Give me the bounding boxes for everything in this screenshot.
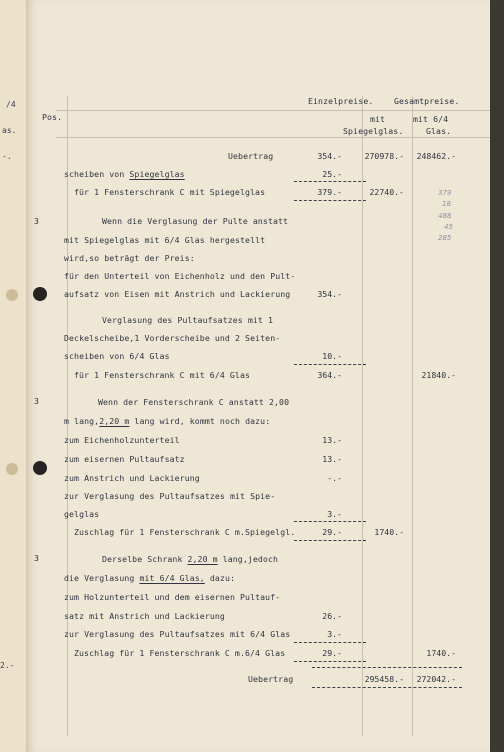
position-number: 3 <box>34 216 40 226</box>
sum-rule <box>312 667 462 668</box>
pencil-note: 45 <box>444 223 453 231</box>
paper-stain <box>6 289 18 301</box>
sum-rule <box>294 642 366 643</box>
desk-background <box>490 0 504 752</box>
header-rule-bottom <box>56 137 490 138</box>
uebertrag-glas: 248462.- <box>416 151 456 161</box>
item-label: zum Eichenholzunterteil <box>64 435 180 445</box>
sum-rule <box>312 687 462 688</box>
pencil-note: 18 <box>442 200 451 208</box>
subtotal-einzel: 379.- <box>317 187 342 197</box>
paper-stain <box>6 463 18 475</box>
sum-rule <box>294 364 366 365</box>
sum-rule <box>294 521 366 522</box>
pencil-note: 379 <box>438 189 452 197</box>
uebertrag-einzel: 354.- <box>317 151 342 161</box>
item-label: satz mit Anstrich und Lackierung <box>64 611 225 621</box>
position-number: 3 <box>34 553 40 563</box>
line-value: 354.- <box>317 289 342 299</box>
line-text: mit Spiegelglas mit 6/4 Glas hergestellt <box>64 235 266 245</box>
punch-hole <box>33 287 47 301</box>
subtotal-einzel: 29.- <box>322 648 342 658</box>
subtotal-label: Zuschlag für 1 Fensterschrank C m.Spiegelgl. <box>74 527 296 537</box>
item-value: 13.- <box>322 435 342 445</box>
margin-fragment: -. <box>2 152 12 161</box>
sum-rule <box>294 540 366 541</box>
sum-rule <box>294 661 366 662</box>
line-value: 25.- <box>322 169 342 179</box>
line-value: 10.- <box>322 351 342 361</box>
item-value: 3.- <box>327 629 342 639</box>
item-value: -.- <box>327 473 342 483</box>
uebertrag-spiegelglas: 270978.- <box>364 151 404 161</box>
line-text: aufsatz von Eisen mit Anstrich und Lackierung <box>64 289 291 299</box>
line-text: Deckelscheibe,1 Vorderscheibe und 2 Seiten- <box>64 333 281 343</box>
sum-rule <box>294 200 366 201</box>
subtotal-glas: 1740.- <box>426 648 456 658</box>
uebertrag-label: Uebertrag <box>228 151 274 161</box>
subtotal-glas: 21840.- <box>421 370 456 380</box>
line-text: Derselbe Schrank 2,20 m lang,jedoch <box>102 554 279 564</box>
line-text: m lang,2,20 m lang wird, kommt noch dazu: <box>64 416 271 426</box>
line-text: scheiben von 6/4 Glas <box>64 351 170 361</box>
item-label: zum Holzunterteil und dem eisernen Pultauf- <box>64 592 281 602</box>
sum-rule <box>294 181 366 182</box>
column-rule-glas <box>412 96 413 736</box>
uebertrag-spiegelglas: 295458.- <box>364 674 404 684</box>
header-gesamtpreise: Gesamtpreise. <box>394 96 460 106</box>
item-value: 26.- <box>322 611 342 621</box>
header-rule-top <box>56 110 490 111</box>
item-value: 3.- <box>327 509 342 519</box>
line-text: Wenn die Verglasung der Pulte anstatt <box>102 216 289 226</box>
margin-fragment: as. <box>2 126 17 135</box>
item-label: zum Anstrich und Lackierung <box>64 473 200 483</box>
item-label: zur Verglasung des Pultaufsatzes mit 6/4 Glas <box>64 629 291 639</box>
item-label: gelglas <box>64 509 100 519</box>
item-label: zum eisernen Pultaufsatz <box>64 454 185 464</box>
subtotal-einzel: 364.- <box>317 370 342 380</box>
pencil-note: 285 <box>438 234 452 242</box>
subtotal-label: Zuschlag für 1 Fensterschrank C m.6/4 Glas <box>74 648 286 658</box>
line-text: die Verglasung mit 6/4 Glas, dazu: <box>64 573 236 583</box>
line-text: wird,so beträgt der Preis: <box>64 253 195 263</box>
ledger-page <box>26 0 490 752</box>
subtotal-einzel: 29.- <box>322 527 342 537</box>
header-mit-6-4-glas: Glas. <box>426 126 452 136</box>
margin-fragment: 2.- <box>0 661 15 670</box>
line-text: für den Unterteil von Eichenholz und den Pult- <box>64 271 296 281</box>
header-einzelpreise: Einzelpreise. <box>308 96 374 106</box>
uebertrag-label: Uebertrag <box>248 674 294 684</box>
column-rule-spiegelglas <box>362 96 363 736</box>
item-label: zur Verglasung des Pultaufsatzes mit Spie- <box>64 491 276 501</box>
line-text: scheiben von Spiegelglas <box>64 169 185 179</box>
header-mit-spiegelglas: Spiegelglas. <box>343 126 404 136</box>
subtotal-label: für 1 Fensterschrank C mit Spiegelglas <box>74 187 266 197</box>
subtotal-label: für 1 Fensterschrank C mit 6/4 Glas <box>74 370 251 380</box>
punch-hole <box>33 461 47 475</box>
margin-fragment: /4 <box>6 100 16 109</box>
pencil-note: 488 <box>438 212 452 220</box>
line-text: Wenn der Fensterschrank C anstatt 2,00 <box>98 397 290 407</box>
uebertrag-glas: 272042.- <box>416 674 456 684</box>
subtotal-spiegelglas: 22740.- <box>369 187 404 197</box>
header-pos: Pos. <box>42 112 63 122</box>
item-value: 13.- <box>322 454 342 464</box>
header-mit-spiegelglas: mit <box>370 114 386 124</box>
previous-page-edge <box>0 0 27 752</box>
line-text: Verglasung des Pultaufsatzes mit 1 <box>102 315 273 325</box>
subtotal-spiegelglas: 1740.- <box>374 527 404 537</box>
position-number: 3 <box>34 396 40 406</box>
header-mit-6-4-glas: mit 6/4 <box>413 114 449 124</box>
